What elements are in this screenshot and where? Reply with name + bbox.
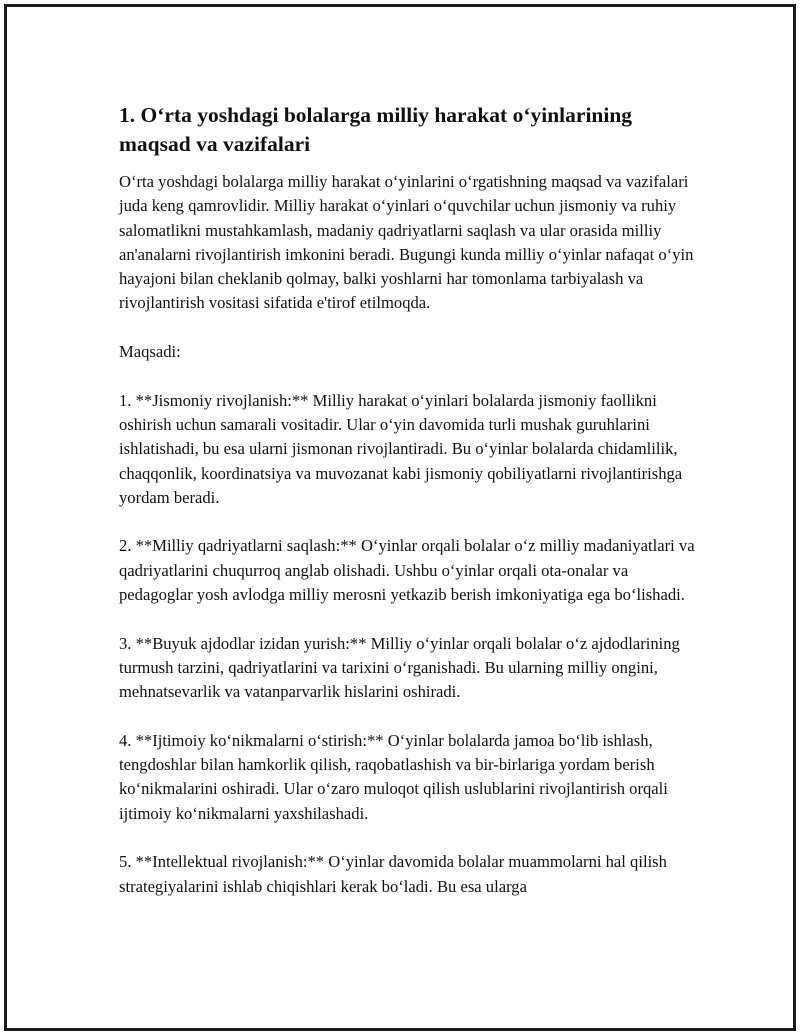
goals-heading: Maqsadi: bbox=[119, 342, 181, 362]
intro-paragraph: Oʻrta yoshdagi bolalarga milliy harakat oʻyinlarini oʻrgatishning maqsad va vazifalari juda keng qamrovlidir. Milliy harakat oʻyinlari oʻquvchilar uchun jismoniy va ruhiy salomatlikni mustahkamlash, madaniy qadriyatlarni saqlash va ular orasida milliy an'analarni rivojlantirish imkonini beradi. Bugungi kunda milliy oʻyinlar nafaqat oʻyin hayajoni bilan cheklanib qolmay, balki yoshlarni har tomonlama tarbiyalash va rivojlantirish vositasi sifatida e'tirof etilmoqda. bbox=[119, 172, 694, 313]
goal-item-values: 2. **Milliy qadriyatlarni saqlash:** Oʻyinlar orqali bolalar oʻz milliy madaniyatlari va qadriyatlarini chuqurroq anglab olishadi. Ushbu oʻyinlar orqali ota-onalar va pedagoglar yosh avlodga milliy merosni yetkazib berish imkoniyatiga ega boʻlishadi. bbox=[119, 536, 695, 605]
goal-item-ancestors: 3. **Buyuk ajdodlar izidan yurish:** Milliy oʻyinlar orqali bolalar oʻz ajdodlarining turmush tarzini, qadriyatlarini va tarixini oʻrganishadi. Bu ularning milliy ongini, mehnatsevarlik va vatanparvarlik hislarini oshiradi. bbox=[119, 633, 680, 702]
section-heading: 1. Oʻrta yoshdagi bolalarga milliy harakat oʻyinlarining maqsad va vazifalari bbox=[119, 103, 633, 156]
goal-item-intellectual: 5. **Intellektual rivojlanish:** Oʻyinlar davomida bolalar muammolarni hal qilish strategiyalarini ishlab chiqishlari kerak boʻladi. Bu esa ularga bbox=[119, 852, 667, 896]
document-page bbox=[4, 4, 796, 1031]
document-body bbox=[119, 101, 699, 923]
goal-item-social: 4. **Ijtimoiy koʻnikmalarni oʻstirish:** Oʻyinlar bolalarda jamoa boʻlib ishlash, tengdoshlar bilan hamkorlik qilish, raqobatlashish va bir-birlariga yordam berish koʻnikmalarini oshiradi. Ular oʻzaro muloqot qilish uslublarini rivojlantirish orqali ijtimoiy koʻnikmalarni yaxshilashadi. bbox=[119, 730, 668, 823]
goal-item-physical: 1. **Jismoniy rivojlanish:** Milliy harakat oʻyinlari bolalarda jismoniy faollikni oshirish uchun samarali vositadir. Ular oʻyin davomida turli mushak guruhlarini ishlatishadi, bu esa ularni jismonan rivojlantiradi. Bu oʻyinlar bolalarda chidamlilik, chaqqonlik, koordinatsiya va muvozanat kabi jismoniy qobiliyatlarni rivojlantirishga yordam beradi. bbox=[119, 390, 683, 507]
